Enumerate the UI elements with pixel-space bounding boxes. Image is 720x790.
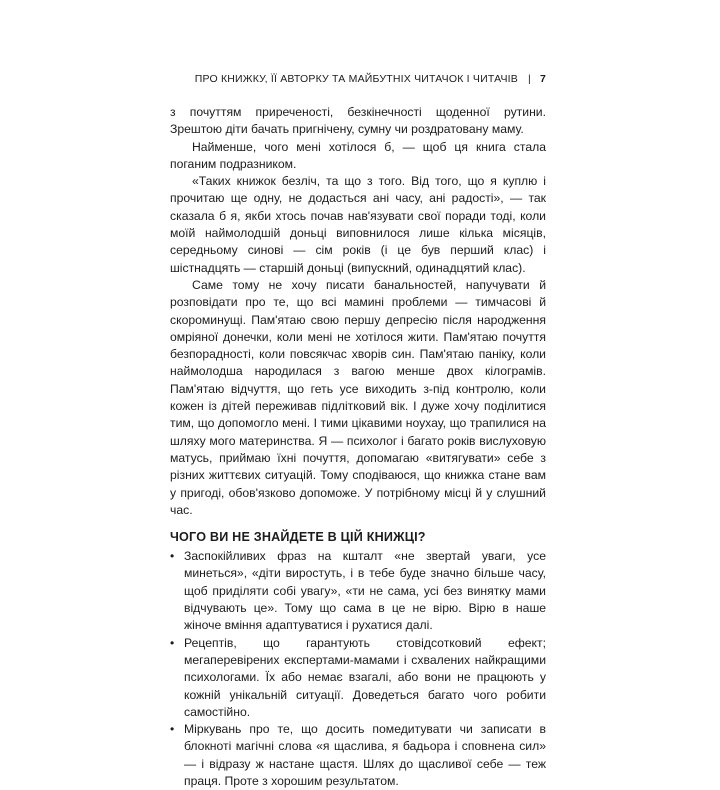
page-number: 7: [539, 73, 546, 85]
list-item-text: Міркувань про те, що досить помедитувати чи записати в блокноті магічні слова «я щаслива, я бадьора і сповнена сил» — і відразу ж настане щастя. Шлях до щасливої себе — теж праця. Проте з хорошим результатом.: [184, 722, 546, 788]
section-heading: ЧОГО ВИ НЕ ЗНАЙДЕТЕ В ЦІЙ КНИЖЦІ?: [170, 530, 426, 545]
paragraph: Саме тому не хочу писати банальностей, напучувати й розповідати про те, що всі мамині проблеми — тимчасові й скороминущі. Пам'ятаю свою першу депресію після народження омріяної донечки, коли мені не хотілося жити. Пам'ятаю почуття безпорадності, коли повсякчас хворів син. Пам'ятаю паніку, коли наймолодша народилася з вагою менше двох кілограмів. Пам'ятаю відчуття, що геть усе виходить з-під контролю, коли кожен із дітей переживав підлітковий вік. І дуже хочу поділитися тим, що допомогло мені. І тими цікавими ноухау, що трапилися на шляху мого материнства. Я — психолог і багато років вислуховую матусь, приймаю їхні почуття, допомагаю «витягувати» себе з різних життєвих ситуацій. Тому сподіваюся, що книжка стане вам у пригоді, обов'язково допоможе. У потрібному місці й у слушний час.: [170, 277, 546, 517]
running-header: [170, 71, 546, 87]
bullet-marker: •: [170, 549, 175, 564]
list-item-text: Заспокійливих фраз на кшталт «не звертай уваги, усе минеться», «діти виростуть, і в тебе буде значно більше часу, щоб приділяти собі увагу», «ти не сама, усі без винятку мами відчувають це». Тому що сама в це не вірю. Вірю в наше жіноче вміння адаптуватися і рухатися далі.: [184, 549, 546, 633]
list-item: [170, 635, 546, 721]
list-item: [170, 548, 546, 634]
header-separator: |: [528, 73, 531, 85]
bullet-marker: •: [170, 722, 175, 737]
paragraph-continuation: з почуттям приреченості, безкінечності щоденної рутини. Зрештою діти бачать пригнічену, сумну чи роздратовану маму.: [170, 105, 546, 137]
list-item: [170, 721, 546, 790]
bullet-list: [170, 548, 546, 790]
bullet-marker: •: [170, 635, 175, 650]
paragraph: Найменше, чого мені хотілося б, — щоб ця книга стала поганим подразником.: [170, 139, 546, 171]
page-body: [170, 104, 546, 790]
paragraph: «Таких книжок безліч, та що з того. Від того, що я куплю і прочитаю ще одну, не додасться ані часу, ані радості», — так сказала б я, якби хтось почав нав'язувати свої поради тоді, коли моїй наймолодшій доньці виповнилося лише кілька місяців, середньому синові — сім років (і це був перший клас) і шістнадцять — старшій доньці (випускний, одинадцятий клас).: [170, 174, 546, 275]
running-title: ПРО КНИЖКУ, ЇЇ АВТОРКУ ТА МАЙБУТНІХ ЧИТАЧОК І ЧИТАЧІВ: [194, 73, 519, 85]
list-item-text: Рецептів, що гарантують стовідсотковий ефект; мегаперевірених експертами-мамами і схвалених найкращими психологами. Їх або немає взагалі, або вони не працюють у кожній унікальній ситуації. Доведеться багато чого робити самостійно.: [184, 635, 546, 719]
